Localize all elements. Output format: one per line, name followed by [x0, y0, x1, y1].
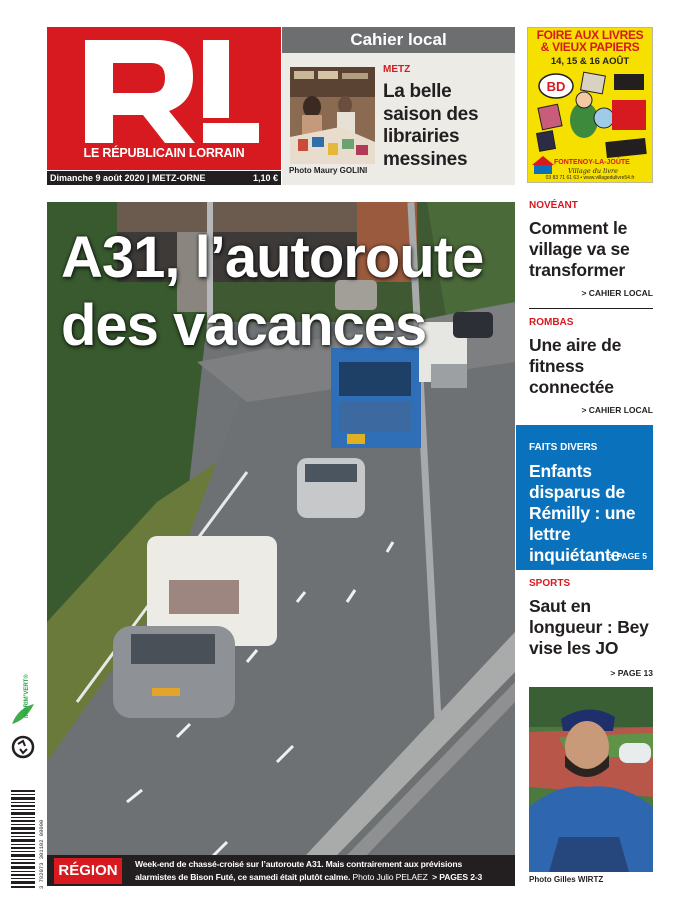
village-logo-icon [532, 155, 554, 175]
story-title[interactable]: Comment le village va se transformer [529, 218, 630, 280]
cahier-local-link[interactable]: > CAHIER LOCAL [581, 288, 653, 298]
caption-bar [47, 855, 515, 886]
cahier-local-link[interactable]: > CAHIER LOCAL [581, 405, 653, 415]
cahier-local-teaser[interactable] [282, 27, 515, 185]
story-title[interactable]: La belle saison des librairies messines [383, 81, 479, 170]
cahier-local-header: Cahier local [282, 27, 515, 53]
newspaper-name: LE RÉPUBLICAIN LORRAIN [83, 146, 245, 160]
barcode-icon [11, 790, 35, 890]
ad-title: FOIRE AUX LIVRES & VIEUX PAPIERS [536, 28, 644, 54]
ad-illustration [534, 68, 648, 158]
dateline [47, 171, 281, 185]
story-title[interactable]: Une aire de fitness connectée [529, 335, 622, 397]
masthead-logo[interactable] [47, 27, 281, 170]
photo-credit: Photo Julio PELAEZ [352, 871, 428, 882]
photo-caption: Week-end de chassé-croisé sur l’autoroute A31. Mais contrairement aux prévisions alarmistes de Bison Futé, ce samedi était plutôt calme. Photo Julio PELAEZ > PAGES 2-3 [135, 859, 483, 882]
athlete-photo [529, 687, 653, 872]
photo-credit: Photo Gilles WIRTZ [529, 875, 604, 884]
ad-contact: 03 83 71 61 63 • www.villagedulivre54.fr [545, 175, 635, 181]
bookshop-photo [290, 67, 375, 164]
story-title[interactable]: Saut en longueur : Bey vise les JO [529, 596, 649, 658]
ad-dates: 14, 15 & 16 AOÛT [550, 56, 630, 67]
main-story[interactable] [47, 202, 515, 886]
ad-village: Village du livre [568, 167, 618, 175]
advertisement-book-fair[interactable] [527, 27, 653, 183]
teaser-sports[interactable] [529, 578, 653, 678]
barcode-digits: 3 782073 301102 08090 [38, 819, 45, 889]
photo-credit: Photo Maury GOLINI [289, 166, 368, 175]
teaser-rombas[interactable] [529, 317, 653, 415]
imprim-vert-logo-icon [10, 680, 36, 730]
story-kicker: FAITS DIVERS [529, 442, 598, 453]
story-title[interactable]: Enfants disparus de Rémilly : une lettre inquiétante [529, 461, 636, 565]
page-link[interactable]: > PAGE 5 [609, 551, 647, 561]
teaser-noveant[interactable] [529, 200, 653, 298]
recycle-icon [11, 735, 35, 759]
ad-bubble-text: BD [546, 79, 566, 94]
story-kicker: ROMBAS [529, 317, 574, 328]
pages-link[interactable]: > PAGES 2-3 [432, 871, 483, 882]
story-kicker: METZ [383, 64, 411, 75]
imprim-vert-label: IMPRIM’VERT® [24, 674, 30, 718]
divider [529, 308, 653, 309]
section-tag[interactable]: RÉGION [54, 858, 122, 884]
main-headline[interactable]: A31, l’autoroute des vacances [61, 225, 484, 358]
page-link[interactable]: > PAGE 13 [610, 668, 653, 678]
story-kicker: SPORTS [529, 578, 571, 589]
story-kicker: NOVÉANT [529, 200, 578, 211]
ad-place: FONTENOY-LA-JOÛTE [554, 159, 630, 166]
rl-logo-icon [47, 27, 281, 152]
issue-price: 1,10 € [252, 173, 278, 183]
teaser-faits-divers[interactable] [516, 425, 653, 570]
issue-date: Dimanche 9 août 2020 | METZ-ORNE [50, 173, 206, 183]
